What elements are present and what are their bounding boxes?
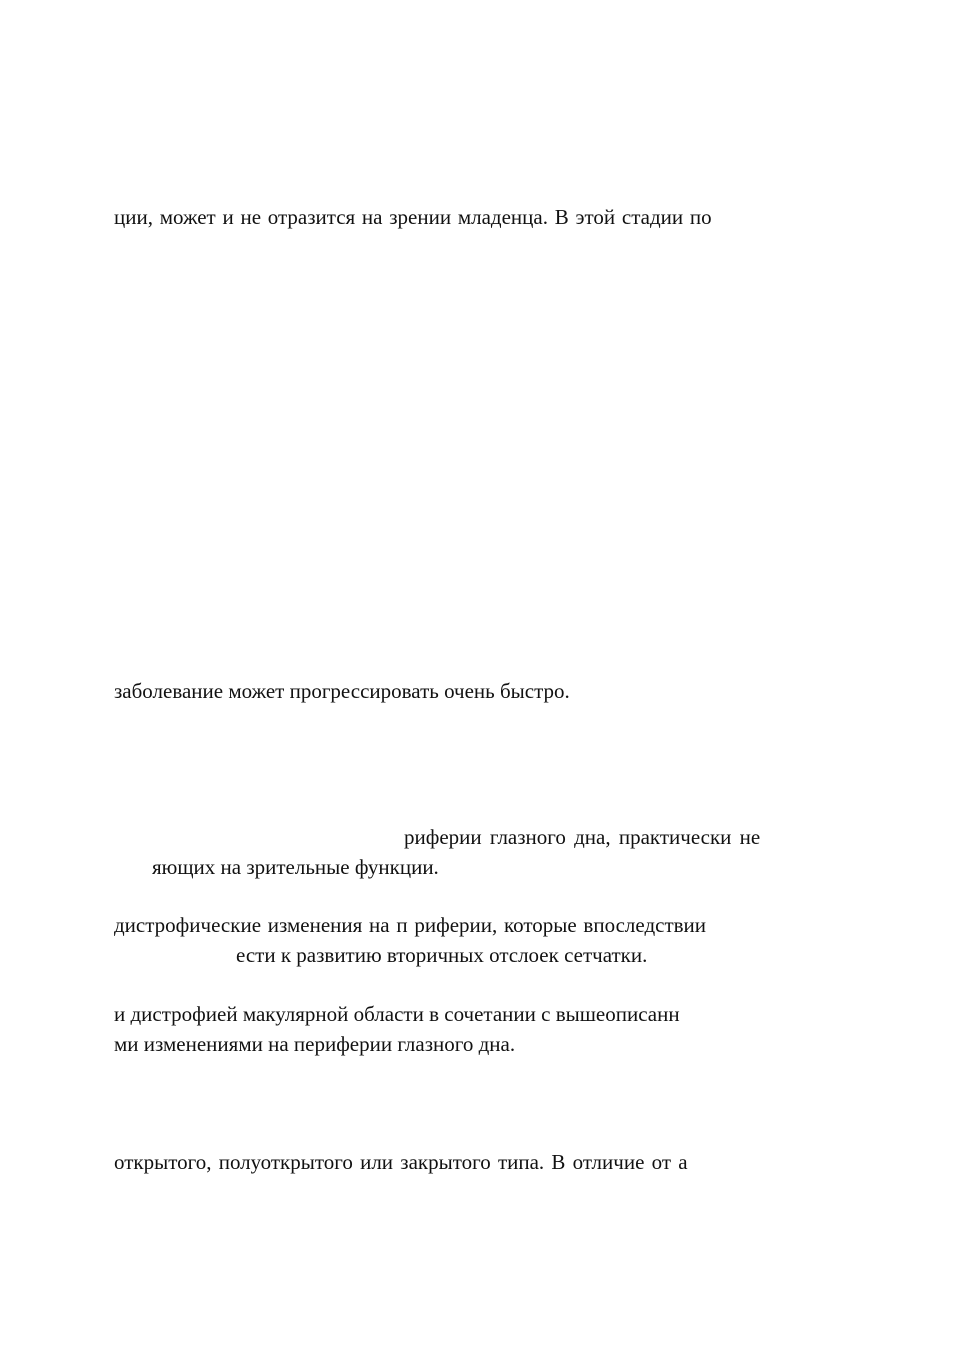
text-line-2: заболевание может прогрессировать очень быстро. [114,679,570,703]
text-line-3: риферии глазного дна, практически не [404,825,761,849]
text-line-4: яющих на зрительные функции. [152,855,439,879]
text-line-5: дистрофические изменения на п риферии, которые впоследствии [114,913,707,937]
text-line-8: ми изменениями на периферии глазного дна. [114,1032,516,1056]
text-line-6: ести к развитию вторичных отслоек сетчатки. [236,943,648,967]
text-line-7: и дистрофией макулярной области в сочетании с вышеописанн [114,1002,680,1026]
text-line-9: открытого, полуоткрытого или закрытого типа. В отличие от а [114,1150,688,1174]
text-line-1: ции, может и не отразится на зрении младенца. В этой стадии по [114,205,712,229]
